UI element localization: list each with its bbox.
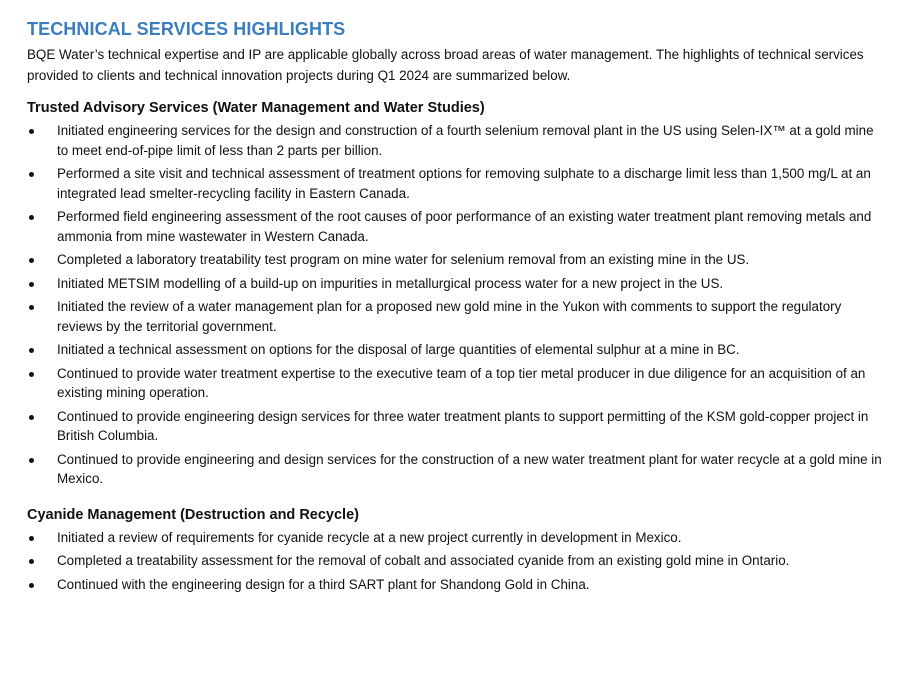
list-item-text: Initiated engineering services for the design and construction of a fourth selenium removal plant in the US using Selen-IX™ at a gold mine to meet end-of-pipe limit of less than 2 parts per billion. xyxy=(57,123,874,158)
page-title: TECHNICAL SERVICES HIGHLIGHTS xyxy=(27,19,346,39)
list-item xyxy=(27,407,886,446)
list-item xyxy=(27,340,886,360)
bullet-icon xyxy=(29,282,34,287)
section-title-cyanide: Cyanide Management (Destruction and Recycle) xyxy=(27,506,359,523)
list-item xyxy=(27,575,886,595)
list-item xyxy=(27,551,886,571)
bullet-icon xyxy=(29,129,34,134)
list-item xyxy=(27,250,886,270)
intro-paragraph: BQE Water’s technical expertise and IP are applicable globally across broad areas of water management. The highlights of technical services provided to clients and technical innovation projects during Q1 2024 are summarized below. xyxy=(27,47,864,83)
list-item-text: Performed a site visit and technical assessment of treatment options for removing sulphate to a discharge limit less than 1,500 mg/L at an integrated lead smelter-recycling facility in Eastern Canada. xyxy=(57,166,871,201)
list-item xyxy=(27,364,886,403)
bullet-icon xyxy=(29,536,34,541)
cyanide-bullet-list xyxy=(27,528,886,595)
list-item xyxy=(27,207,886,246)
bullet-icon xyxy=(29,258,34,263)
bullet-icon xyxy=(29,559,34,564)
list-item-text: Continued with the engineering design for a third SART plant for Shandong Gold in China. xyxy=(57,576,590,592)
list-item xyxy=(27,274,886,294)
list-item xyxy=(27,121,886,160)
list-item xyxy=(27,450,886,489)
bullet-icon xyxy=(29,415,34,420)
section-title-advisory: Trusted Advisory Services (Water Management and Water Studies) xyxy=(27,100,485,116)
advisory-bullet-list xyxy=(27,121,886,489)
list-item-text: Initiated METSIM modelling of a build-up on impurities in metallurgical process water for a new project in the US. xyxy=(57,275,724,291)
bullet-icon xyxy=(29,372,34,377)
bullet-icon xyxy=(29,215,34,220)
bullet-icon xyxy=(29,348,34,353)
bullet-icon xyxy=(29,172,34,177)
list-item xyxy=(27,164,886,203)
list-item-text: Initiated a review of requirements for cyanide recycle at a new project currently in development in Mexico. xyxy=(57,529,682,545)
bullet-icon xyxy=(29,305,34,310)
list-item-text: Completed a treatability assessment for the removal of cobalt and associated cyanide from an existing gold mine in Ontario. xyxy=(57,553,790,568)
list-item-text: Continued to provide engineering design services for three water treatment plants to support permitting of the KSM gold-copper project in British Columbia. xyxy=(57,408,869,443)
list-item-text: Performed field engineering assessment of the root causes of poor performance of an existing water treatment plant removing metals and ammonia from mine wastewater in Western Canada. xyxy=(57,209,872,244)
list-item-text: Continued to provide engineering and design services for the construction of a new water treatment plant for water recycle at a gold mine in Mexico. xyxy=(57,451,882,486)
list-item xyxy=(27,297,886,336)
bullet-icon xyxy=(29,583,34,588)
list-item-text: Completed a laboratory treatability test program on mine water for selenium removal from an existing mine in the US. xyxy=(57,252,750,267)
bullet-icon xyxy=(29,458,34,463)
list-item xyxy=(27,528,886,548)
list-item-text: Continued to provide water treatment expertise to the executive team of a top tier metal producer in due diligence for an acquisition of an existing mining operation. xyxy=(57,365,866,400)
list-item-text: Initiated a technical assessment on options for the disposal of large quantities of elemental sulphur at a mine in BC. xyxy=(57,342,740,357)
list-item-text: Initiated the review of a water management plan for a proposed new gold mine in the Yukon with comments to support the regulatory reviews by the territorial government. xyxy=(57,299,842,334)
